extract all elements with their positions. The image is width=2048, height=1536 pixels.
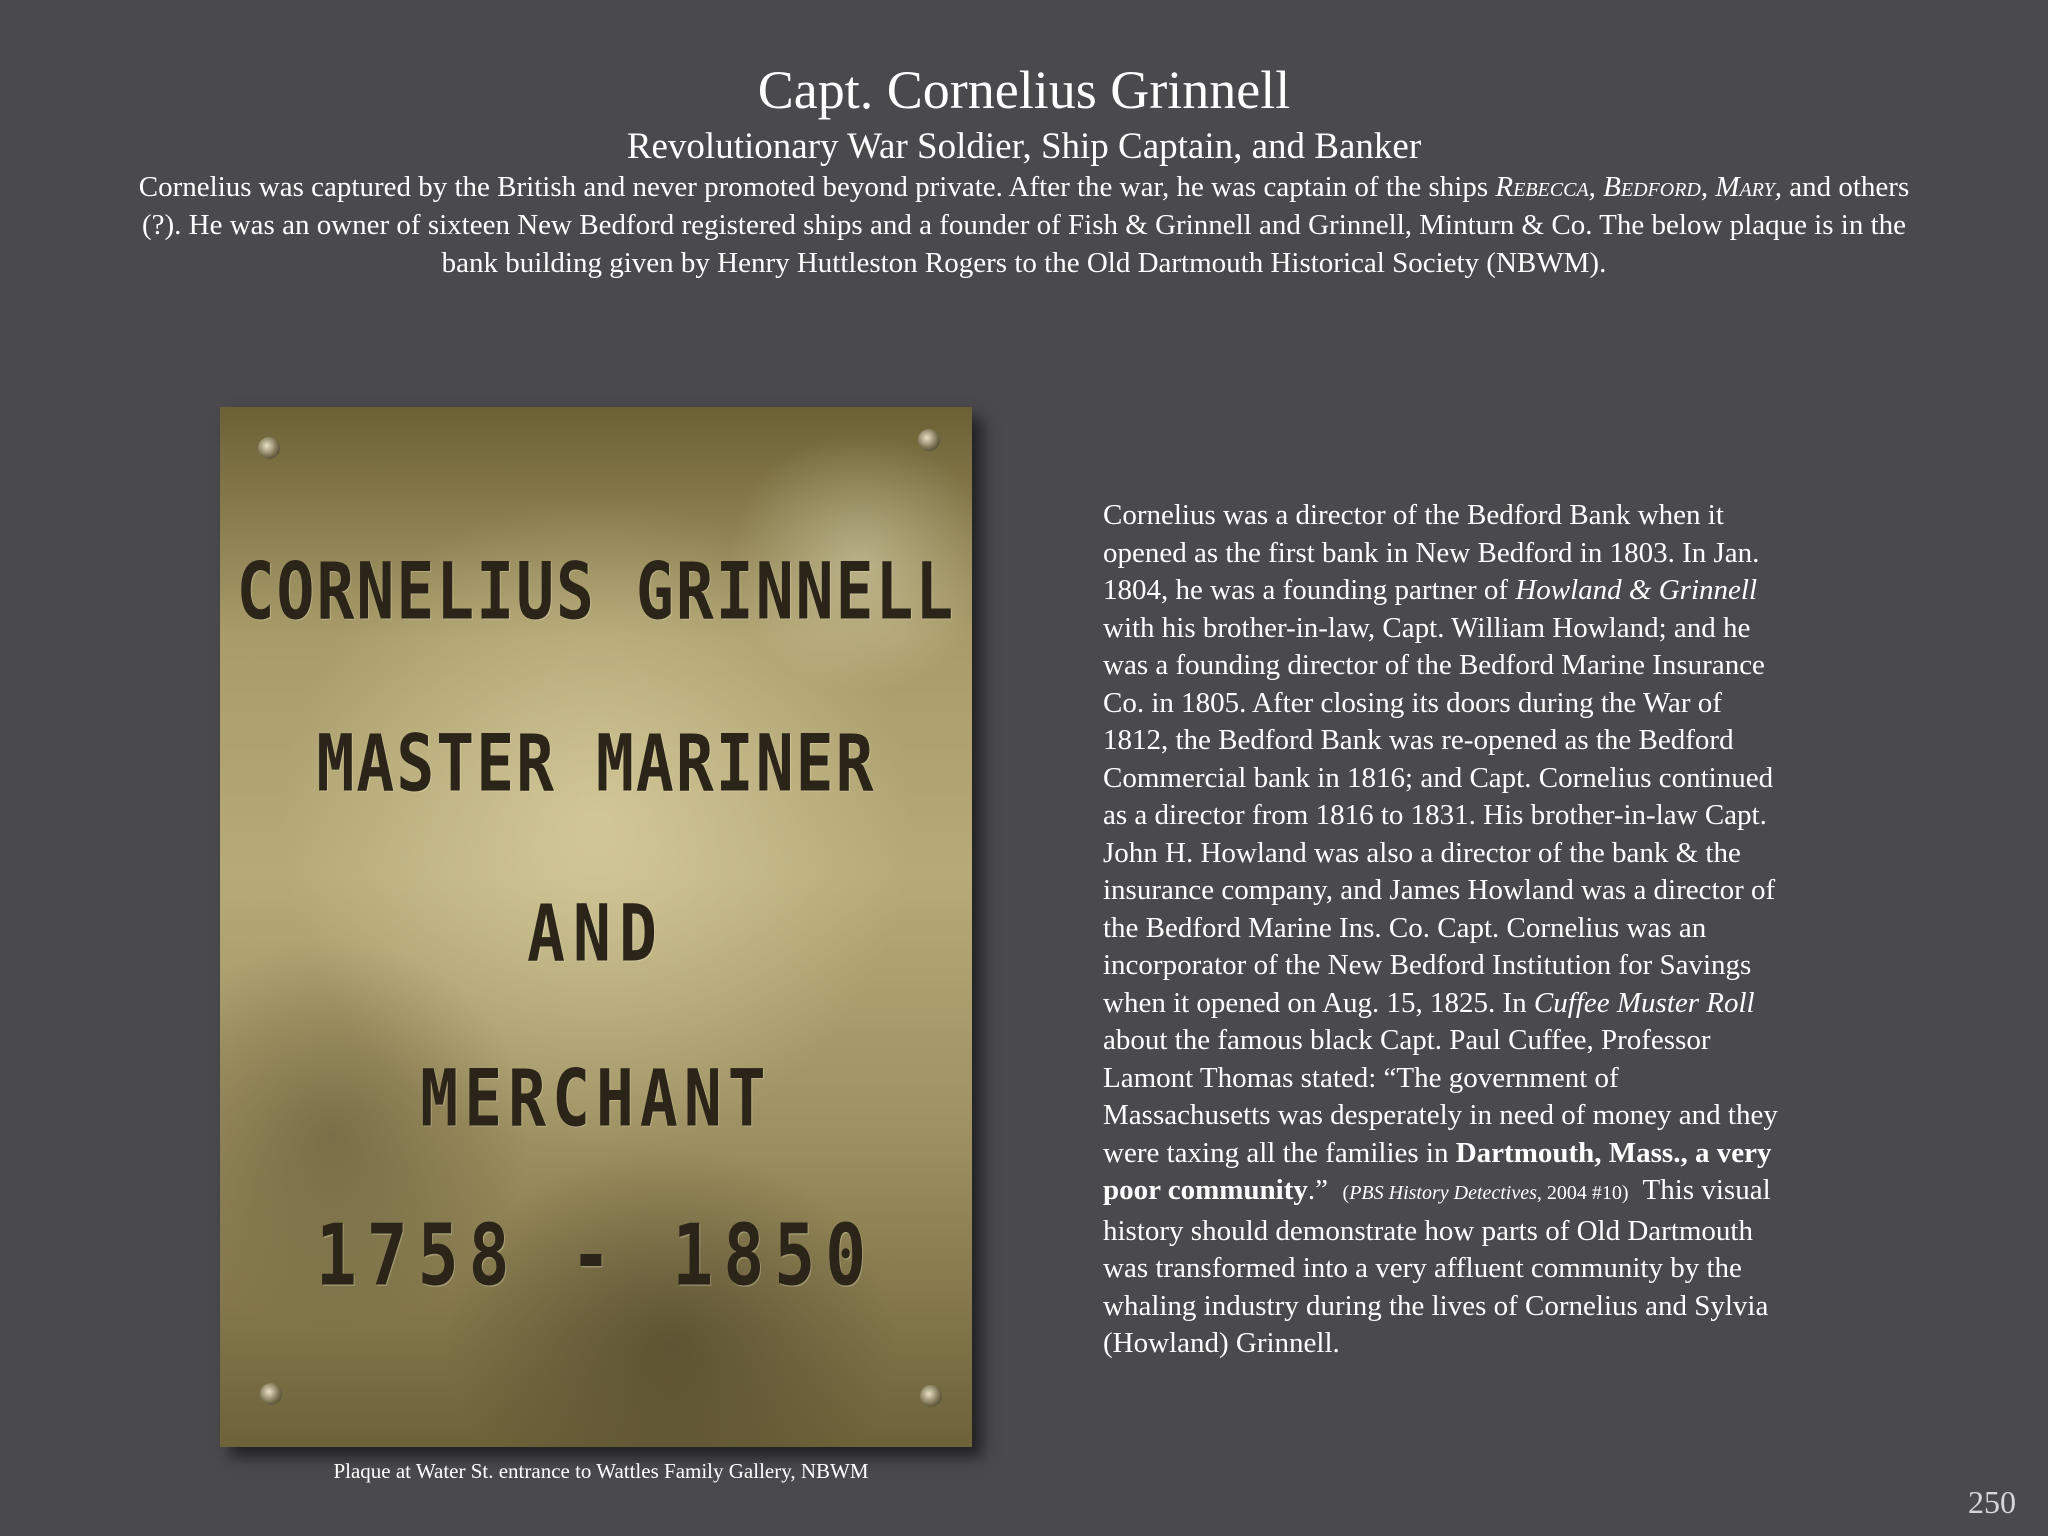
slide-title: Capt. Cornelius Grinnell xyxy=(757,60,1291,120)
body-line: with his brother-in-law, Capt. William Howland; and he xyxy=(1103,611,1751,644)
citation-paren: ( xyxy=(1342,1182,1350,1204)
body-text: were taxing all the families in xyxy=(1103,1136,1456,1169)
plaque-photo xyxy=(220,407,972,1447)
citation xyxy=(1343,1182,1629,1204)
body-line xyxy=(1103,1135,1883,1173)
plaque-line-and: AND xyxy=(527,887,665,980)
screw-icon xyxy=(260,1383,282,1405)
body-line: history should demonstrate how parts of Old Dartmouth xyxy=(1103,1214,1753,1247)
plaque-line-name: CORNELIUS GRINNELL xyxy=(236,545,956,638)
page-number: 250 xyxy=(1968,1484,2016,1520)
screw-icon xyxy=(920,1385,942,1407)
plaque-line-dates: 1758 - 1850 xyxy=(315,1207,877,1306)
intro-text-2: and others (?). He was an owner of sixteen New Bedford registered ships and a founder of Fish & Grinnell and Grinnell, Minturn & Co. The below plaque is in the bank building given by Henry Huttleston Rogers to the Old Dartmouth Historical Society (NBWM). xyxy=(141,171,1910,279)
plaque-line-title: MASTER MARINER xyxy=(316,717,876,810)
body-line: incorporator of the New Bedford Institution for Savings xyxy=(1103,949,1752,981)
body-line: about the famous black Capt. Paul Cuffee, Professor xyxy=(1103,1024,1711,1056)
citation-source: PBS History Detectives xyxy=(1349,1182,1537,1204)
body-line: 1812, the Bedford Bank was re-opened as the Bedford xyxy=(1103,724,1734,756)
body-paragraph xyxy=(1103,497,1883,1363)
body-line: Massachusetts was desperately in need of money and they xyxy=(1103,1099,1778,1131)
body-line: as a director from 1816 to 1831. His brother-in-law Capt. xyxy=(1103,799,1767,831)
body-line: whaling industry during the lives of Cornelius and Sylvia xyxy=(1103,1289,1769,1322)
body-line xyxy=(1103,1172,1883,1213)
plaque-caption: Plaque at Water St. entrance to Wattles Family Gallery, NBWM xyxy=(333,1459,869,1483)
body-text: 1804, he was a founding partner of xyxy=(1103,574,1516,606)
body-text: when it opened on Aug. 15, 1825. In xyxy=(1103,986,1534,1019)
screw-icon xyxy=(258,437,280,459)
body-line: Commercial bank in 1816; and Capt. Cornelius continued xyxy=(1103,761,1774,794)
screw-icon xyxy=(918,429,940,451)
ship-name-mary: Mary, xyxy=(1715,171,1782,203)
citation-date: , 2004 #10) xyxy=(1536,1182,1629,1204)
body-line: (Howland) Grinnell. xyxy=(1103,1327,1340,1359)
quote-bold: Dartmouth, Mass., a very xyxy=(1455,1136,1772,1169)
body-line xyxy=(1103,572,1883,610)
plaque-line-merchant: MERCHANT xyxy=(420,1052,772,1145)
slide-subtitle: Revolutionary War Soldier, Ship Captain, and Banker xyxy=(626,126,1422,167)
firm-name-italic: Howland & Grinnell xyxy=(1515,574,1758,606)
ship-name-bedford: Bedford, xyxy=(1603,171,1709,203)
ship-name-rebecca: Rebecca, xyxy=(1495,171,1596,203)
body-line: the Bedford Marine Ins. Co. Capt. Cornelius was an xyxy=(1103,911,1707,944)
body-text: This visual xyxy=(1628,1174,1771,1206)
body-line: John H. Howland was also a director of the bank & the xyxy=(1103,836,1741,869)
intro-text-1: Cornelius was captured by the British and never promoted beyond private. After the war, he was captain of the ships xyxy=(138,171,1496,203)
body-line: Cornelius was a director of the Bedford Bank when it xyxy=(1103,499,1724,531)
book-title-italic: Cuffee Muster Roll xyxy=(1533,986,1755,1019)
body-text: .” xyxy=(1307,1174,1343,1206)
body-line: insurance company, and James Howland was a director of xyxy=(1103,874,1776,906)
body-line: was transformed into a very affluent community by the xyxy=(1103,1252,1742,1284)
body-line: Lamont Thomas stated: “The government of xyxy=(1103,1061,1619,1094)
body-line: was a founding director of the Bedford Marine Insurance xyxy=(1103,649,1765,681)
body-line xyxy=(1103,985,1883,1023)
body-line: opened as the first bank in New Bedford in 1803. In Jan. xyxy=(1103,536,1760,569)
body-line: Co. in 1805. After closing its doors during the War of xyxy=(1103,686,1722,719)
intro-paragraph xyxy=(130,168,1918,282)
quote-bold: poor community xyxy=(1103,1174,1308,1206)
